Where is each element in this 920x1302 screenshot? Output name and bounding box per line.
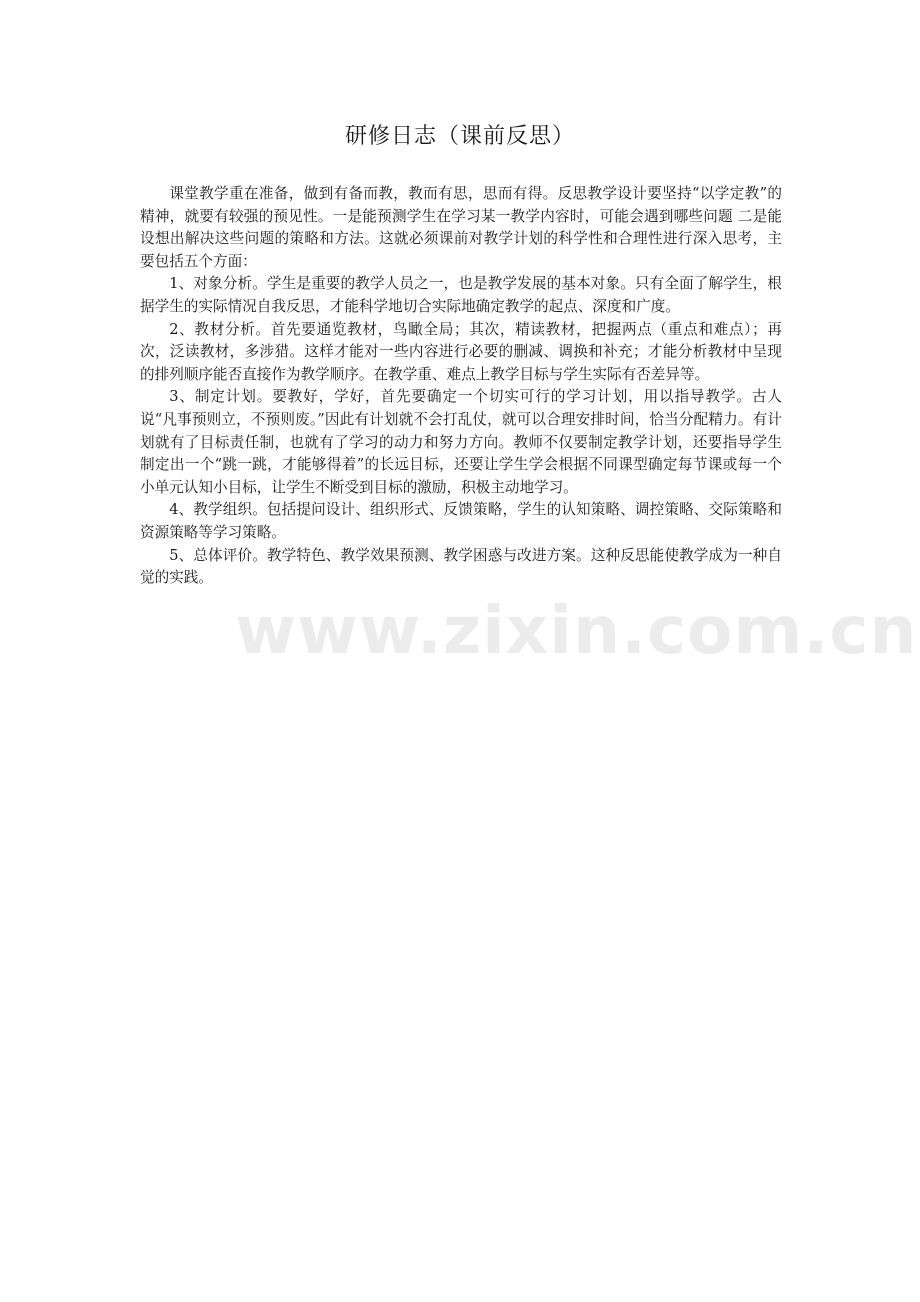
intro-paragraph: 课堂教学重在准备，做到有备而教，教而有思，思而有得。反思教学设计要坚持“以学定教”的精神，就要有较强的预见性。一是能预测学生在学习某一教学内容时，可能会遇到哪些问题 二是能设想出解决这些问题的策略和方法。这就必须课前对教学计划的科学性和合理性进行深入思考，主要包括五个方面： [140,185,782,270]
paragraph-make-plan: 3、制定计划。要教好，学好，首先要确定一个切实可行的学习计划，用以指导教学。古人说“凡事预则立，不预则废。”因此有计划就不会打乱仗，就可以合理安排时间，恰当分配精力。有计划就有了目标责任制，也就有了学习的动力和努力方向。教师不仅要制定教学计划，还要指导学生制定出一个“跳一跳，才能够得着”的长远目标，还要让学生学会根据不同课型确定每节课或每一个小单元认知小目标，让学生不断受到目标的激励，积极主动地学习。 [140,388,782,496]
paragraph-object-analysis: 1、对象分析。学生是重要的教学人员之一，也是教学发展的基本对象。只有全面了解学生，根据学生的实际情况自我反思，才能科学地切合实际地确定教学的起点、深度和广度。 [140,275,782,315]
paragraph-textbook-analysis: 2、教材分析。首先要通览教材，鸟瞰全局；其次，精读教材，把握两点（重点和难点）；再次，泛读教材，多涉猎。这样才能对一些内容进行必要的删减、调换和补充；才能分析教材中呈现的排列顺序能否直接作为教学顺序。在教学重、难点上教学目标与学生实际有否差异等。 [140,320,782,383]
document-body [140,183,782,590]
paragraph-teaching-organization: 4、教学组织。包括提问设计、组织形式、反馈策略，学生的认知策略、调控策略、交际策略和资源策略等学习策略。 [140,501,782,541]
watermark: www.zixin.com.cn [235,592,918,669]
document-title: 研修日志（课前反思） [344,124,575,149]
paragraph-overall-evaluation: 5、总体评价。教学特色、教学效果预测、教学困惑与改进方案。这种反思能使教学成为一种自觉的实践。 [140,546,782,587]
